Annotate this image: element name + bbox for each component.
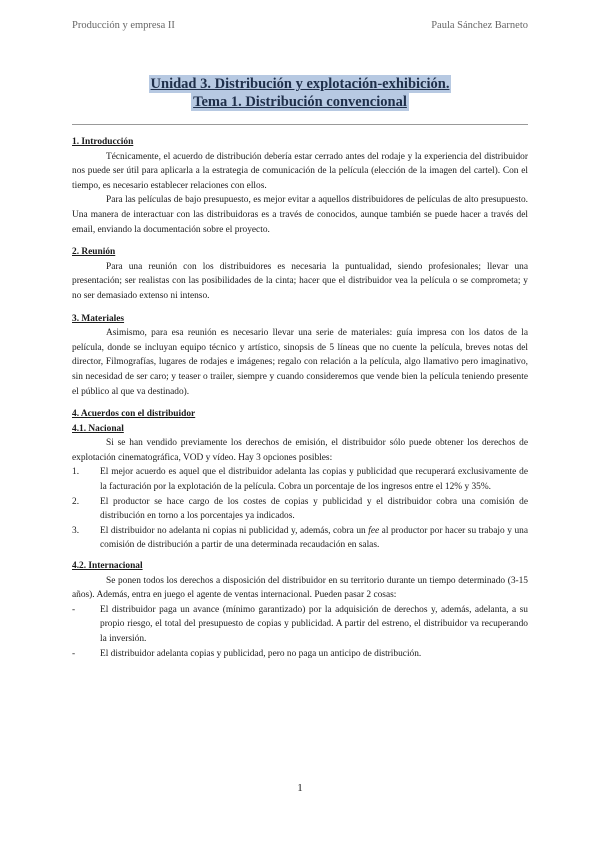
subsection-heading-internacional: 4.2. Internacional: [72, 561, 143, 572]
title-topic: Tema 1. Distribución convencional: [193, 94, 407, 110]
title-unit: Unidad 3. Distribución y explotación-exhibición.: [150, 76, 450, 92]
section-heading-acuerdos: 4. Acuerdos con el distribuidor: [72, 409, 196, 420]
section-heading-introduccion: 1. Introducción: [72, 137, 134, 147]
list-item: [72, 495, 528, 524]
list-marker: -: [72, 648, 76, 659]
paragraph: Si se han vendido previamente los derechos de emisión, el distribuidor sólo puede obtener los derechos de explotación cinematográfica, VOD y vídeo. Hay 3 opciones posibles:: [72, 438, 528, 463]
list-text: El distribuidor paga un avance (mínimo garantizado) por la adquisición de derechos y, además, adelanta, a su propio riesgo, el total del presupuesto de copias y publicidad. A partir del estreno, el distribuidor va recuperando la inversión.: [100, 604, 528, 644]
paragraph: Para una reunión con los distribuidores es necesaria la puntualidad, siendo profesionales; llevar una presentación; ser realistas con las posibilidades de la cinta; hacer que el distribuidor vea la película o se comprometa; y no ser demasiado extenso ni intenso.: [72, 261, 528, 301]
title-divider: [72, 124, 528, 125]
list-text: [100, 524, 528, 553]
paragraph: Se ponen todos los derechos a disposición del distribuidor en su territorio durante un tiempo determinado (3-15 años). Además, entra en juego el agente de ventas internacional. Pueden pasar 2 cosas:: [72, 575, 528, 601]
document-body: [72, 135, 528, 661]
list-text: El mejor acuerdo es aquel que el distribuidor adelanta las copias y publicidad que recuperará exclusivamente de la facturación por la explotación de la película. Cobra un porcentaje de los ingresos entre el 12% y 35%.: [100, 467, 528, 493]
list-item: [72, 647, 528, 662]
list-text: El distribuidor adelanta copias y publicidad, pero no paga un anticipo de distribución.: [100, 648, 422, 659]
section-heading-reunion: 2. Reunión: [72, 247, 116, 258]
list-marker: 1.: [72, 467, 80, 478]
list-marker: 3.: [72, 525, 80, 536]
list-item: [72, 465, 528, 494]
paragraph: Asimismo, para esa reunión es necesario llevar una serie de materiales: guía impresa con los datos de la película, donde se incluyan equipo técnico y artístico, sinopsis de 5 líneas que no cuente la película, breves notas del director, Filmografías, lugares de rodajes e imágenes; regalo con relación a la película, algo llamativo pero imaginativo, sin necesidad de ser caro; y teaser o trailer, siempre y cuando consideremos que vende bien la película teniendo presente el público al que va destinado).: [72, 328, 528, 397]
list-item: [72, 524, 528, 553]
list-text-emphasis: fee: [368, 525, 380, 536]
list-text-part: El distribuidor no adelanta ni copias ni publicidad y, además, cobra un: [100, 525, 369, 536]
header-course: Producción y empresa II: [72, 20, 175, 31]
subsection-heading-nacional: 4.1. Nacional: [72, 423, 124, 434]
paragraph: Para las películas de bajo presupuesto, es mejor evitar a aquellos distribuidores de películas de alto presupuesto. Una manera de interactuar con las distribuidoras es a través de conocidos, aunque también se puede hacer a través del email, enviando la documentación sobre el proyecto.: [72, 195, 528, 235]
list-marker: -: [72, 604, 76, 615]
document-title: [0, 75, 600, 111]
page-header: [72, 20, 528, 31]
list-text-part: al productor por hacer su trabajo y una comisión de distribución a partir de una determinada recaudación en salas.: [100, 525, 528, 551]
header-author: Paula Sánchez Barneto: [431, 20, 528, 31]
paragraph: Técnicamente, el acuerdo de distribución debería estar cerrado antes del rodaje y la experiencia del distribuidor nos puede ser útil para aplicarla a la estrategia de comunicación de la película (elección de la imagen del cartel). Con el tiempo, es necesario establecer relaciones con ellos.: [72, 151, 528, 191]
section-heading-materiales: 3. Materiales: [72, 313, 125, 324]
page-number: 1: [297, 782, 303, 794]
list-text: El productor se hace cargo de los costes de copias y publicidad y el distribuidor cobra una comisión de distribución en torno a los porcentajes ya indicados.: [100, 496, 528, 522]
list-marker: 2.: [72, 496, 80, 507]
list-item: [72, 603, 528, 647]
